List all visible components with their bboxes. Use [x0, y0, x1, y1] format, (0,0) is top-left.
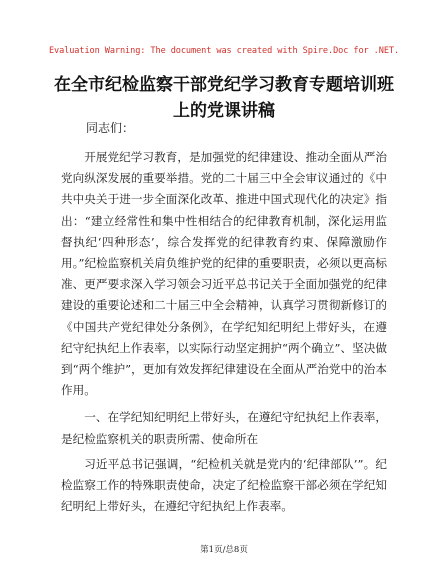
body-paragraph: 习近平总书记强调，“纪检机关就是党内的‘纪律部队’”。纪检监察工作的特殊职责使命，决定了纪检监察干部必须在学纪知纪明纪上带好头，在遵纪守纪执纪上作表率。 [61, 456, 387, 514]
salutation: 同志们： [86, 121, 135, 135]
page-number: 第1页/总8页 [200, 545, 248, 555]
body-paragraph: 开展党纪学习教育，是加强党的纪律建设、推动全面从严治党向纵深发展的重要举措。党的二十届三中全会审议通过的《中共中央关于进一步全面深化改革、推进中国式现代化的决定》指出：“建立经常性和集中性相结合的纪律教育机制，深化运用监督执纪‘四种形态’，综合发挥党的纪律教育约束、保障激励作用。”纪检监察机关肩负维护党的纪律的重要职责，必须以更高标准、更严要求深入学习领会习近平总书记关于全面加强党的纪律建设的重要论述和二十届三中全会精神，认真学习贯彻新修订的《中国共产党纪律处分条例》，在学纪知纪明纪上带好头，在遵纪守纪执纪上作表率，以实际行动坚定拥护“两个确立”、坚决做到“两个维护”，更加有效发挥纪律建设在全面从严治党中的治本作用。 [61, 150, 387, 398]
document-title: 在全市纪检监察干部党纪学习教育专题培训班上的党课讲稿 [54, 75, 394, 121]
document-body [61, 119, 387, 517]
evaluation-watermark: Evaluation Warning: The document was created with Spire.Doc for .NET. [48, 46, 400, 56]
section-heading: 一、在学纪知纪明纪上带好头，在遵纪守纪执纪上作表率，是纪检监察机关的职责所需、使命所在 [61, 410, 387, 446]
